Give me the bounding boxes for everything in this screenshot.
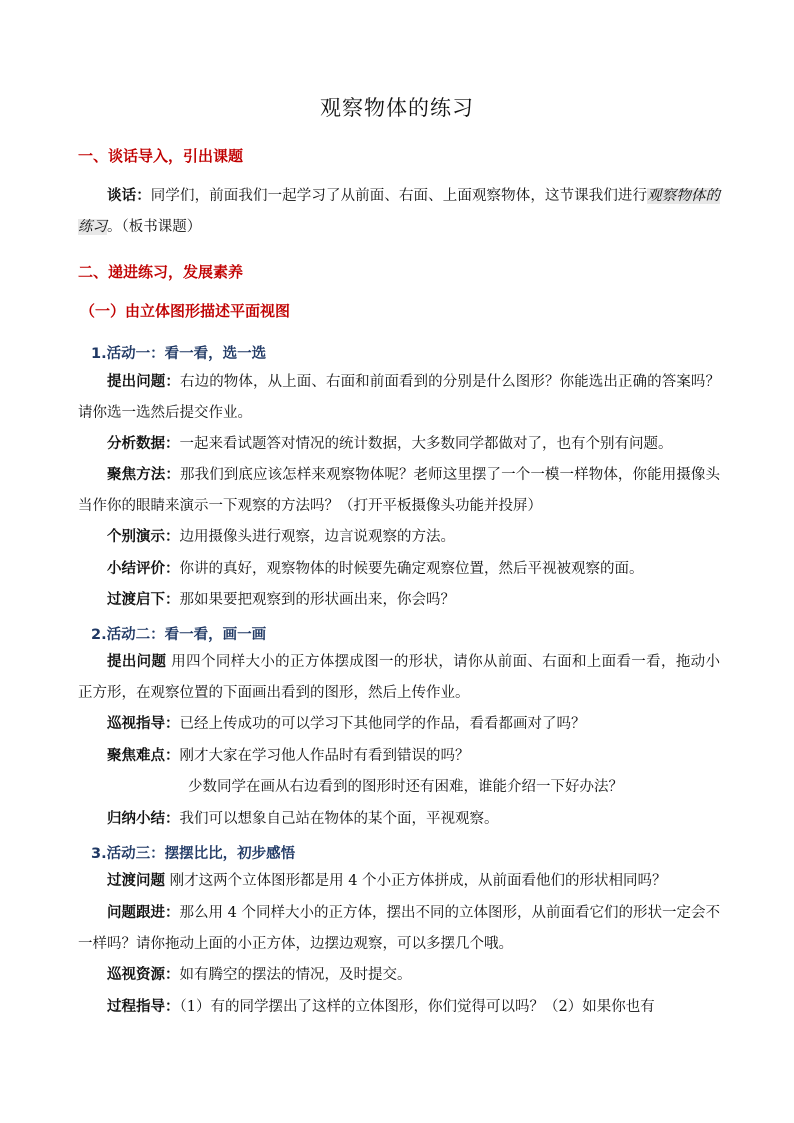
paragraph-a3-resources (78, 960, 720, 991)
paragraph-label: 聚焦难点： (107, 748, 180, 764)
paragraph-a1-summary (78, 554, 720, 585)
paragraph-a2-guidance (78, 709, 720, 740)
paragraph-a1-question (78, 367, 720, 429)
paragraph-a2-summary (78, 804, 720, 835)
section-2-heading: 二、递进练习，发展素养 (78, 263, 244, 281)
paragraph-label: 提出问题： (107, 374, 180, 390)
paragraph-text: 。（板书课题） (107, 219, 202, 235)
paragraph-text: 已经上传成功的可以学习下其他同学的作品，看看都画对了吗？ (179, 716, 586, 732)
paragraph-a1-analysis (78, 429, 720, 460)
paragraph-a2-question (78, 647, 720, 709)
paragraph-a1-method (78, 460, 720, 522)
page-title: 观察物体的练习 (320, 96, 474, 120)
paragraph-label: 谈话： (107, 188, 151, 204)
activity-3-heading: 3.活动三：摆摆比比，初步感悟 (91, 846, 296, 862)
paragraph-a3-transition (78, 866, 720, 897)
paragraph-text: 刚才大家在学习他人作品时有看到错误的吗？ (179, 748, 470, 764)
paragraph-label: 巡视资源： (107, 967, 180, 983)
paragraph-a2-difficulty-cont: 少数同学在画从右边看到的图形时还有困难，谁能介绍一下好办法？ (188, 779, 623, 795)
paragraph-text: 你讲的真好，观察物体的时候要先确定观察位置，然后平视被观察的面。 (179, 561, 644, 577)
paragraph-text: 那如果要把观察到的形状画出来，你会吗？ (179, 592, 455, 608)
paragraph-text: 我们可以想象自己站在物体的某个面，平视观察。 (179, 811, 499, 827)
activity-2-heading: 2.活动二：看一看，画一画 (91, 627, 267, 643)
paragraph-text: 那我们到底应该怎样来观察物体呢？老师这里摆了一个一模一样物体，你能用摄像头当作你的眼睛来演示一下观察的方法吗？（打开平板摄像头功能并投屏） (78, 467, 721, 514)
paragraph-label: 聚焦方法： (107, 467, 180, 483)
paragraph-label: 过程指导： (107, 999, 180, 1015)
paragraph-a1-transition (78, 585, 720, 616)
paragraph-intro-talk (78, 181, 720, 243)
paragraph-label: 过渡问题 (107, 873, 165, 889)
section-1-heading: 一、谈话导入，引出课题 (78, 147, 244, 165)
paragraph-text: （1）有的同学摆出了这样的立体图形，你们觉得可以吗？（2）如果你也有 (179, 999, 655, 1015)
paragraph-text: 一起来看试题答对情况的统计数据，大多数同学都做对了，也有个别有问题。 (179, 436, 673, 452)
paragraph-label: 个别演示： (107, 529, 180, 545)
paragraph-label: 提出问题 (107, 654, 167, 670)
paragraph-text: 右边的物体，从上面、右面和前面看到的分别是什么图形？你能选出正确的答案吗？请你选一选然后提交作业。 (78, 374, 721, 421)
paragraph-a3-followup (78, 898, 720, 960)
paragraph-text: 用四个同样大小的正方体摆成图一的形状，请你从前面、右面和上面看一看，拖动小正方形，在观察位置的下面画出看到的图形，然后上传作业。 (78, 654, 721, 701)
paragraph-label: 巡视指导： (107, 716, 180, 732)
paragraph-a1-demo (78, 522, 720, 553)
paragraph-label: 分析数据： (107, 436, 180, 452)
paragraph-text: 边用摄像头进行观察，边言说观察的方法。 (179, 529, 455, 545)
subsection-heading: （一）由立体图形描述平面视图 (80, 302, 291, 320)
paragraph-label: 过渡启下： (107, 592, 180, 608)
paragraph-text: 同学们，前面我们一起学习了从前面、右面、上面观察物体，这节课我们进行 (150, 188, 648, 204)
paragraph-a3-process (78, 992, 720, 1023)
paragraph-text: 如有腾空的摆法的情况，及时提交。 (179, 967, 412, 983)
paragraph-label: 小结评价： (107, 561, 180, 577)
paragraph-text: 刚才这两个立体图形都是用 4 个小正方体拼成，从前面看他们的形状相同吗？ (165, 873, 667, 889)
paragraph-a2-difficulty (78, 741, 720, 772)
activity-1-heading: 1.活动一：看一看，选一选 (91, 346, 267, 362)
highlighted-text: 观察物体的练习 (78, 188, 721, 235)
paragraph-label: 归纳小结： (107, 811, 180, 827)
paragraph-text: 那么用 4 个同样大小的正方体，摆出不同的立体图形，从前面看它们的形状一定会不一样吗？请你拖动上面的小正方体，边摆边观察，可以多摆几个哦。 (78, 905, 720, 952)
paragraph-label: 问题跟进： (107, 905, 180, 921)
